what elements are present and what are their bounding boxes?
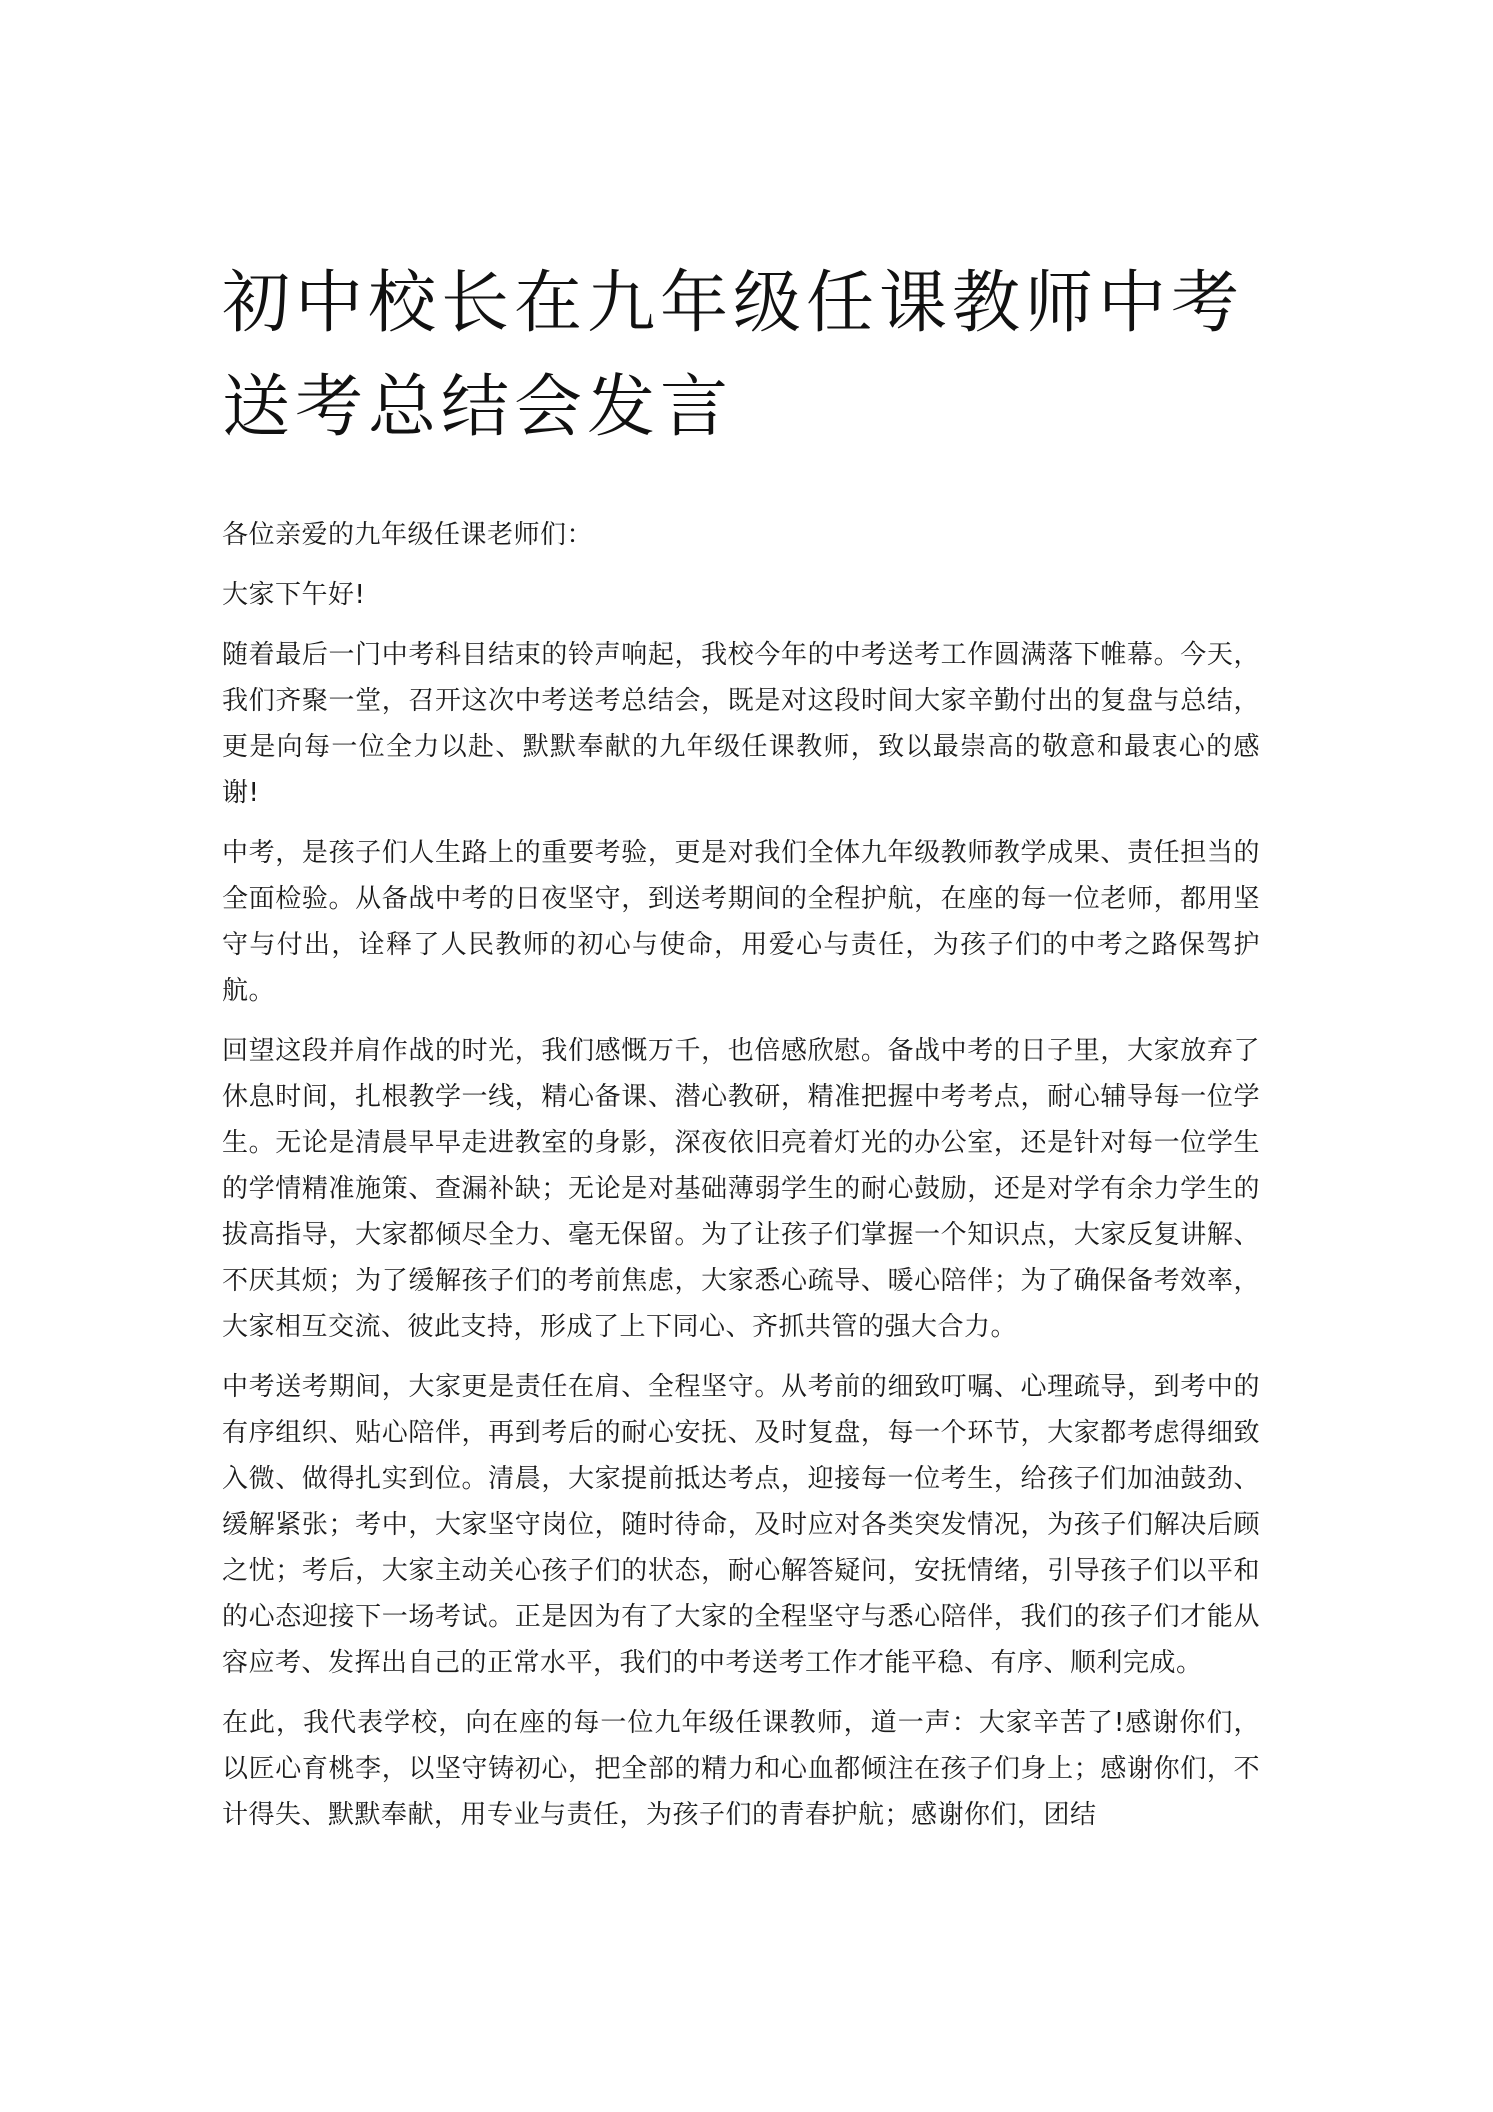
paragraph-intro: 随着最后一门中考科目结束的铃声响起，我校今年的中考送考工作圆满落下帷幕。今天，我们齐聚一堂，召开这次中考送考总结会，既是对这段时间大家辛勤付出的复盘与总结，更是向每一位全力以赴、默默奉献的九年级任课教师，致以最崇高的敬意和最衷心的感谢! <box>222 640 1260 808</box>
document-title: 初中校长在九年级任课教师中考送考总结会发言 <box>222 264 1245 447</box>
document-body <box>222 512 1260 1852</box>
paragraph-thanks: 在此，我代表学校，向在座的每一位九年级任课教师，道一声：大家辛苦了!感谢你们，以匠心育桃李，以坚守铸初心，把全部的精力和心血都倾注在孩子们身上；感谢你们，不计得失、默默奉献，用专业与责任，为孩子们的青春护航；感谢你们，团结 <box>222 1708 1260 1830</box>
paragraph-significance: 中考，是孩子们人生路上的重要考验，更是对我们全体九年级教师教学成果、责任担当的全面检验。从备战中考的日夜坚守，到送考期间的全程护航，在座的每一位老师，都用坚守与付出，诠释了人民教师的初心与使命，用爱心与责任，为孩子们的中考之路保驾护航。 <box>222 838 1260 1006</box>
paragraph-exam-period: 中考送考期间，大家更是责任在肩、全程坚守。从考前的细致叮嘱、心理疏导，到考中的有序组织、贴心陪伴，再到考后的耐心安抚、及时复盘，每一个环节，大家都考虑得细致入微、做得扎实到位。清晨，大家提前抵达考点，迎接每一位考生，给孩子们加油鼓劲、缓解紧张；考中，大家坚守岗位，随时待命，及时应对各类突发情况，为孩子们解决后顾之忧；考后，大家主动关心孩子们的状态，耐心解答疑问，安抚情绪，引导孩子们以平和的心态迎接下一场考试。正是因为有了大家的全程坚守与悉心陪伴，我们的孩子们才能从容应考、发挥出自己的正常水平，我们的中考送考工作才能平稳、有序、顺利完成。 <box>222 1372 1260 1678</box>
greeting: 大家下午好! <box>222 580 366 610</box>
paragraph-preparation: 回望这段并肩作战的时光，我们感慨万千，也倍感欣慰。备战中考的日子里，大家放弃了休息时间，扎根教学一线，精心备课、潜心教研，精准把握中考考点，耐心辅导每一位学生。无论是清晨早早走进教室的身影，深夜依旧亮着灯光的办公室，还是针对每一位学生的学情精准施策、查漏补缺；无论是对基础薄弱学生的耐心鼓励，还是对学有余力学生的拔高指导，大家都倾尽全力、毫无保留。为了让孩子们掌握一个知识点，大家反复讲解、不厌其烦；为了缓解孩子们的考前焦虑，大家悉心疏导、暖心陪伴；为了确保备考效率，大家相互交流、彼此支持，形成了上下同心、齐抓共管的强大合力。 <box>222 1036 1260 1342</box>
salutation: 各位亲爱的九年级任课老师们： <box>222 520 594 550</box>
